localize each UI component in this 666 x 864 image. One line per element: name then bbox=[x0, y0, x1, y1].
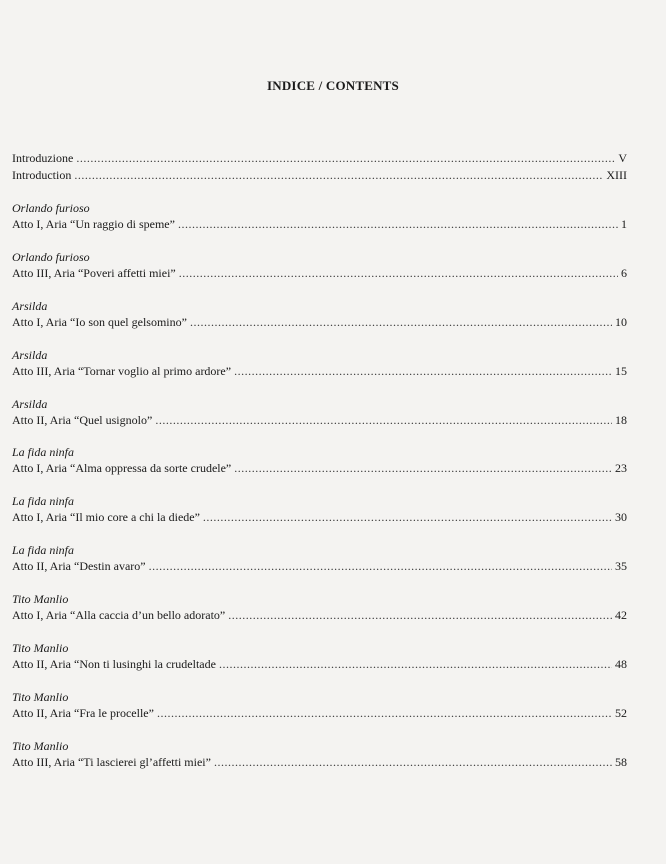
aria-label: Atto I, Aria “Alla caccia d’un bello adorato” bbox=[12, 608, 226, 623]
toc-row bbox=[12, 460, 627, 476]
toc-row bbox=[12, 656, 627, 672]
aria-label: Atto III, Aria “Poveri affetti miei” bbox=[12, 265, 176, 280]
aria-label: Atto III, Aria “Tornar voglio al primo ardore” bbox=[12, 363, 232, 378]
leader-dots bbox=[228, 607, 612, 623]
leader-dots bbox=[234, 363, 612, 379]
toc-entry[interactable] bbox=[12, 738, 627, 787]
toc-entry[interactable] bbox=[12, 298, 627, 347]
toc-label: Introduzione bbox=[12, 151, 74, 165]
toc-page-number: V bbox=[618, 151, 627, 165]
work-title: La fida ninfa bbox=[12, 543, 75, 558]
work-title: Tito Manlio bbox=[12, 592, 69, 607]
toc-page-number: XIII bbox=[606, 168, 627, 182]
aria-label: Atto I, Aria “Un raggio di speme” bbox=[12, 217, 175, 231]
toc-row bbox=[12, 607, 627, 623]
leader-dots bbox=[219, 656, 612, 672]
aria-label: Atto III, Aria “Ti lascierei gl’affetti miei” bbox=[12, 754, 211, 769]
leader-dots bbox=[149, 558, 612, 574]
leader-dots bbox=[214, 754, 612, 770]
work-title: Orlando furioso bbox=[12, 201, 90, 215]
toc-entry[interactable] bbox=[12, 689, 627, 738]
leader-dots bbox=[179, 265, 618, 281]
toc-page-number: 48 bbox=[615, 657, 627, 672]
work-title: Tito Manlio bbox=[12, 641, 69, 656]
aria-label: Atto II, Aria “Destin avaro” bbox=[12, 559, 146, 574]
leader-dots bbox=[155, 412, 612, 428]
toc-entry[interactable] bbox=[12, 591, 627, 640]
leader-dots bbox=[157, 705, 612, 721]
toc-row-introduzione[interactable] bbox=[12, 150, 627, 167]
toc-page-number: 1 bbox=[621, 217, 627, 231]
toc-entry[interactable] bbox=[12, 493, 627, 542]
toc-entry[interactable] bbox=[12, 249, 627, 298]
toc-page-number: 18 bbox=[615, 412, 627, 427]
page-title: INDICE / CONTENTS bbox=[267, 78, 399, 93]
work-title: Arsilda bbox=[12, 298, 48, 313]
toc-page-number: 35 bbox=[615, 559, 627, 574]
toc-entry[interactable] bbox=[12, 396, 627, 445]
leader-dots bbox=[190, 314, 612, 330]
leader-dots bbox=[203, 509, 612, 525]
work-title: Arsilda bbox=[12, 396, 48, 411]
toc-page-number: 42 bbox=[615, 608, 627, 623]
intro-section bbox=[12, 150, 627, 184]
toc-entry[interactable] bbox=[12, 347, 627, 396]
aria-label: Atto II, Aria “Quel usignolo” bbox=[12, 412, 153, 427]
toc-entry[interactable] bbox=[12, 444, 627, 493]
toc-page-number: 30 bbox=[615, 510, 627, 525]
leader-dots bbox=[234, 460, 612, 476]
toc-row bbox=[12, 314, 627, 330]
toc-entry[interactable] bbox=[12, 640, 627, 689]
toc-row bbox=[12, 705, 627, 721]
leader-dots bbox=[76, 150, 615, 167]
toc-row bbox=[12, 509, 627, 525]
toc-page-number: 23 bbox=[615, 461, 627, 476]
toc-page-number: 6 bbox=[621, 265, 627, 280]
aria-label: Atto II, Aria “Fra le procelle” bbox=[12, 705, 154, 720]
aria-label: Atto I, Aria “Il mio core a chi la diede” bbox=[12, 510, 200, 525]
toc-entries bbox=[12, 200, 627, 787]
work-title: Tito Manlio bbox=[12, 738, 69, 753]
work-title: La fida ninfa bbox=[12, 445, 75, 460]
toc-row bbox=[12, 216, 627, 232]
toc-page-number: 52 bbox=[615, 705, 627, 720]
aria-label: Atto II, Aria “Non ti lusinghi la crudeltade bbox=[12, 657, 216, 672]
work-title: La fida ninfa bbox=[12, 494, 75, 509]
aria-label: Atto I, Aria “Io son quel gelsomino” bbox=[12, 314, 187, 329]
work-title: Tito Manlio bbox=[12, 689, 69, 704]
toc-row bbox=[12, 412, 627, 428]
toc-row bbox=[12, 754, 627, 770]
work-title: Orlando furioso bbox=[12, 249, 90, 264]
leader-dots bbox=[178, 216, 618, 232]
toc-page-number: 15 bbox=[615, 363, 627, 378]
toc-label: Introduction bbox=[12, 168, 72, 182]
toc-row bbox=[12, 558, 627, 574]
work-title: Arsilda bbox=[12, 347, 48, 362]
toc-entry[interactable] bbox=[12, 542, 627, 591]
toc-row bbox=[12, 363, 627, 379]
toc-page-number: 10 bbox=[615, 314, 627, 329]
toc-page-number: 58 bbox=[615, 754, 627, 769]
toc-entry[interactable] bbox=[12, 200, 627, 249]
toc-row bbox=[12, 265, 627, 281]
toc-row-introduction[interactable] bbox=[12, 167, 627, 184]
leader-dots bbox=[74, 167, 603, 184]
aria-label: Atto I, Aria “Alma oppressa da sorte crudele” bbox=[12, 461, 232, 476]
